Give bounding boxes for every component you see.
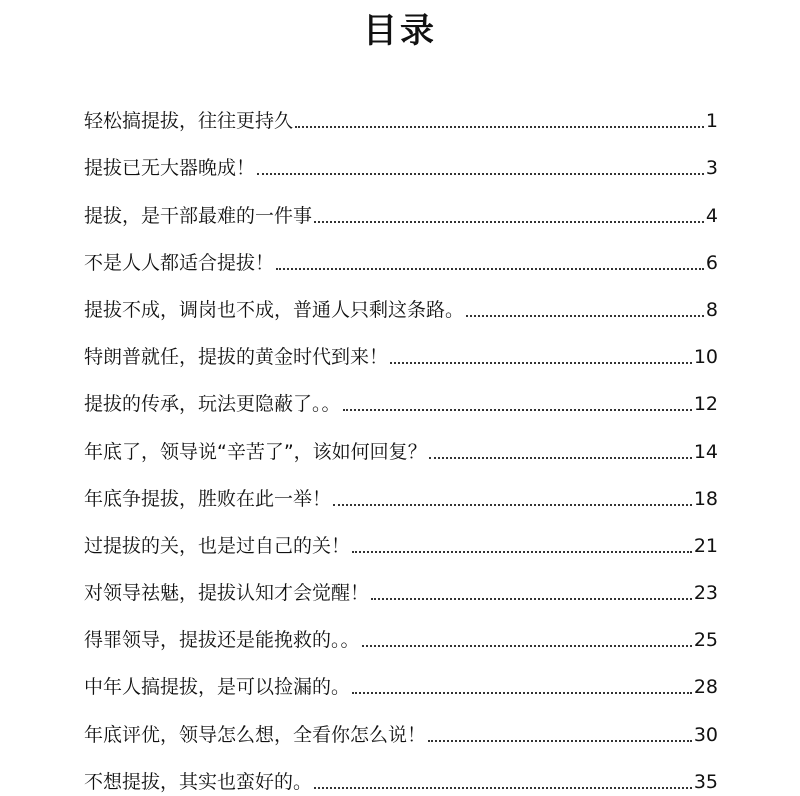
- toc-entry[interactable]: [84, 275, 718, 322]
- toc-entry-title: 得罪领导，提拔还是能挽救的。。: [84, 629, 360, 652]
- toc-entry-title: 提拔，是干部最难的一件事: [84, 204, 313, 227]
- toc-entry[interactable]: [84, 416, 718, 463]
- toc-entry-page: 21: [693, 534, 718, 557]
- dot-leader: [276, 268, 704, 270]
- toc-entry-page: 18: [693, 487, 718, 510]
- toc-entry-title: 提拔已无大器晚成！: [84, 157, 256, 180]
- toc-entry-title: 对领导祛魅，提拔认知才会觉醒！: [84, 582, 370, 605]
- toc-entry[interactable]: [84, 133, 718, 180]
- dot-leader: [314, 221, 704, 223]
- toc-entry[interactable]: [84, 511, 718, 558]
- toc-entry-title: 提拔的传承，玩法更隐蔽了。。: [84, 393, 341, 416]
- toc-entry[interactable]: [84, 464, 718, 511]
- toc-entry[interactable]: [84, 699, 718, 746]
- toc-entry-page: 1: [705, 110, 718, 133]
- dot-leader: [333, 504, 692, 506]
- toc-entry-title: 提拔不成，调岗也不成，普通人只剩这条路。: [84, 298, 465, 321]
- dot-leader: [314, 787, 692, 789]
- toc-entry-page: 12: [693, 393, 718, 416]
- toc-entry[interactable]: [84, 652, 718, 699]
- toc-entry-title: 中年人搞提拔，是可以捡漏的。: [84, 676, 351, 699]
- toc-entry-page: 4: [705, 204, 718, 227]
- dot-leader: [429, 457, 692, 459]
- dot-leader: [390, 362, 692, 364]
- dot-leader: [371, 598, 692, 600]
- dot-leader: [466, 315, 704, 317]
- toc-entry-title: 特朗普就任，提拔的黄金时代到来！: [84, 346, 389, 369]
- toc-list: [84, 86, 718, 794]
- toc-entry-title: 不是人人都适合提拔！: [84, 251, 275, 274]
- toc-entry[interactable]: [84, 322, 718, 369]
- toc-entry-page: 14: [693, 440, 718, 463]
- toc-entry[interactable]: [84, 558, 718, 605]
- dot-leader: [352, 551, 692, 553]
- toc-entry-title: 轻松搞提拔，往往更持久: [84, 110, 294, 133]
- toc-entry[interactable]: [84, 369, 718, 416]
- toc-entry-page: 30: [693, 723, 718, 746]
- toc-entry-page: 8: [705, 298, 718, 321]
- toc-heading: 目录: [363, 11, 437, 51]
- dot-leader: [343, 409, 692, 411]
- toc-entry-page: 3: [705, 157, 718, 180]
- toc-entry[interactable]: [84, 228, 718, 275]
- toc-entry-page: 35: [693, 770, 718, 793]
- toc-entry-title: 年底了，领导说“辛苦了”，该如何回复？: [84, 440, 427, 463]
- toc-entry-title: 不想提拔，其实也蛮好的。: [84, 770, 313, 793]
- toc-entry-page: 10: [693, 346, 718, 369]
- dot-leader: [257, 173, 704, 175]
- toc-entry[interactable]: [84, 747, 718, 794]
- toc-entry-title: 年底争提拔，胜败在此一举！: [84, 487, 332, 510]
- toc-entry-page: 23: [693, 582, 718, 605]
- dot-leader: [428, 740, 692, 742]
- toc-entry-page: 6: [705, 251, 718, 274]
- toc-entry-title: 过提拔的关，也是过自己的关！: [84, 534, 351, 557]
- toc-entry[interactable]: [84, 86, 718, 133]
- toc-entry[interactable]: [84, 605, 718, 652]
- toc-entry[interactable]: [84, 180, 718, 227]
- dot-leader: [352, 692, 692, 694]
- toc-entry-title: 年底评优，领导怎么想，全看你怎么说！: [84, 723, 427, 746]
- toc-entry-page: 28: [693, 676, 718, 699]
- dot-leader: [362, 645, 692, 647]
- dot-leader: [295, 126, 704, 128]
- toc-entry-page: 25: [693, 629, 718, 652]
